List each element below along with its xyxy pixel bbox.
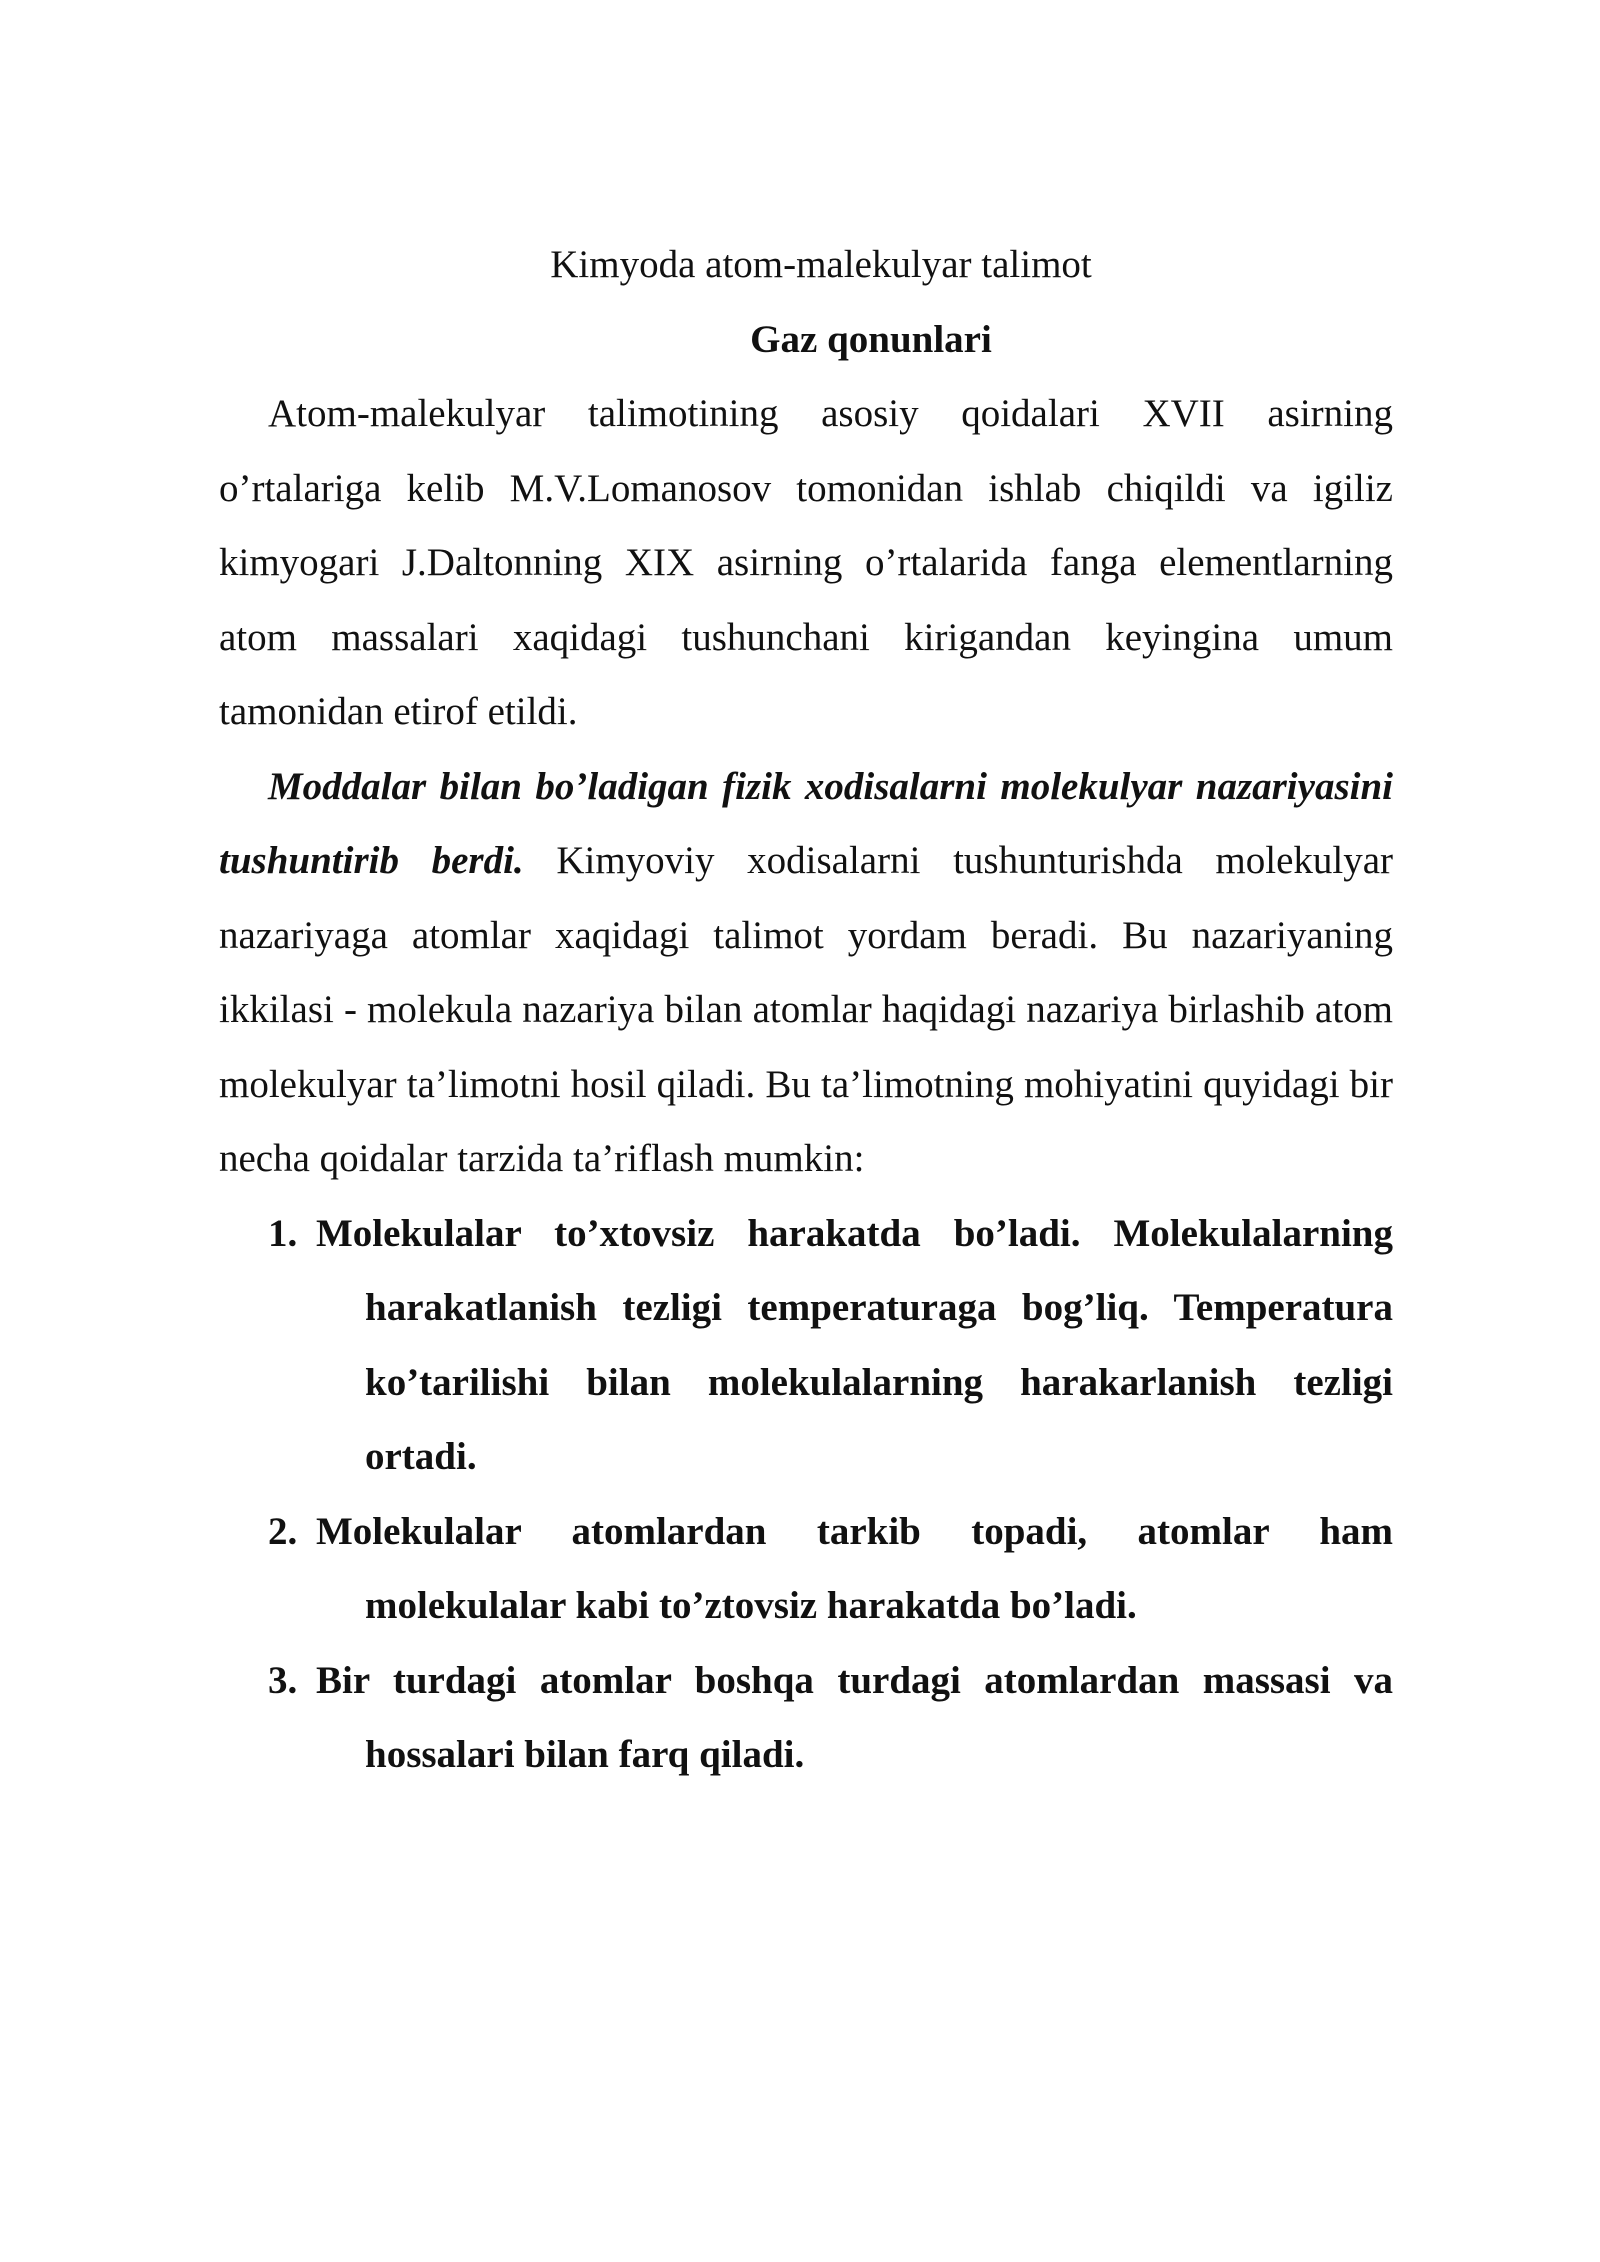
paragraph-2-text: Kimyoviy xodisalarni tushunturishda molekulyar nazariyaga atomlar xaqidagi talimot yordam beradi. Bu nazariyaning ikkilasi - molekula nazariya bilan atomlar haqidagi nazariya birlashib atom molekulyar ta’limotni hosil qiladi. Bu ta’limotning mohiyatini quyidagi bir necha qoidalar tarzida ta’riflash mumkin: bbox=[219, 839, 1394, 1180]
list-item-number: 1. bbox=[268, 1211, 298, 1255]
list-item-text: Molekulalar atomlardan tarkib topadi, atomlar ham molekulalar kabi to’ztovsiz harakatda bo’ladi. bbox=[316, 1509, 1393, 1627]
list-item bbox=[219, 1495, 1393, 1644]
list-item bbox=[219, 1644, 1393, 1793]
list-item-number: 3. bbox=[268, 1658, 298, 1702]
paragraph-2-emphasis: Moddalar bilan bo’ladigan fizik xodisalarni molekulyar nazariyasini tushuntirib berdi. bbox=[219, 764, 1393, 882]
list-item bbox=[219, 1197, 1393, 1495]
list-item-text: Molekulalar to’xtovsiz harakatda bo’ladi. Molekulalarning harakatlanish tezligi temperaturaga bog’liq. Temperatura ko’tarilishi bilan molekulalarning harakarlanish tezligi ortadi. bbox=[316, 1211, 1393, 1478]
document-page bbox=[219, 228, 1393, 1793]
document-subtitle: Gaz qonunlari bbox=[750, 317, 992, 361]
paragraph-2 bbox=[219, 750, 1393, 1197]
principles-list bbox=[219, 1197, 1393, 1793]
list-item-text: Bir turdagi atomlar boshqa turdagi atomlardan massasi va hossalari bilan farq qiladi. bbox=[316, 1658, 1393, 1776]
document-title: Kimyoda atom-malekulyar talimot bbox=[550, 243, 1092, 286]
paragraph-1: Atom-malekulyar talimotining asosiy qoidalari XVII asirning o’rtalariga kelib M.V.Lomanosov tomonidan ishlab chiqildi va igiliz kimyogari J.Daltonning XIX asirning o’rtalarida fanga elementlarning atom massalari xaqidagi tushunchani kirigandan keyingina umum tamonidan etirof etildi. bbox=[219, 392, 1393, 733]
list-item-number: 2. bbox=[268, 1509, 298, 1553]
